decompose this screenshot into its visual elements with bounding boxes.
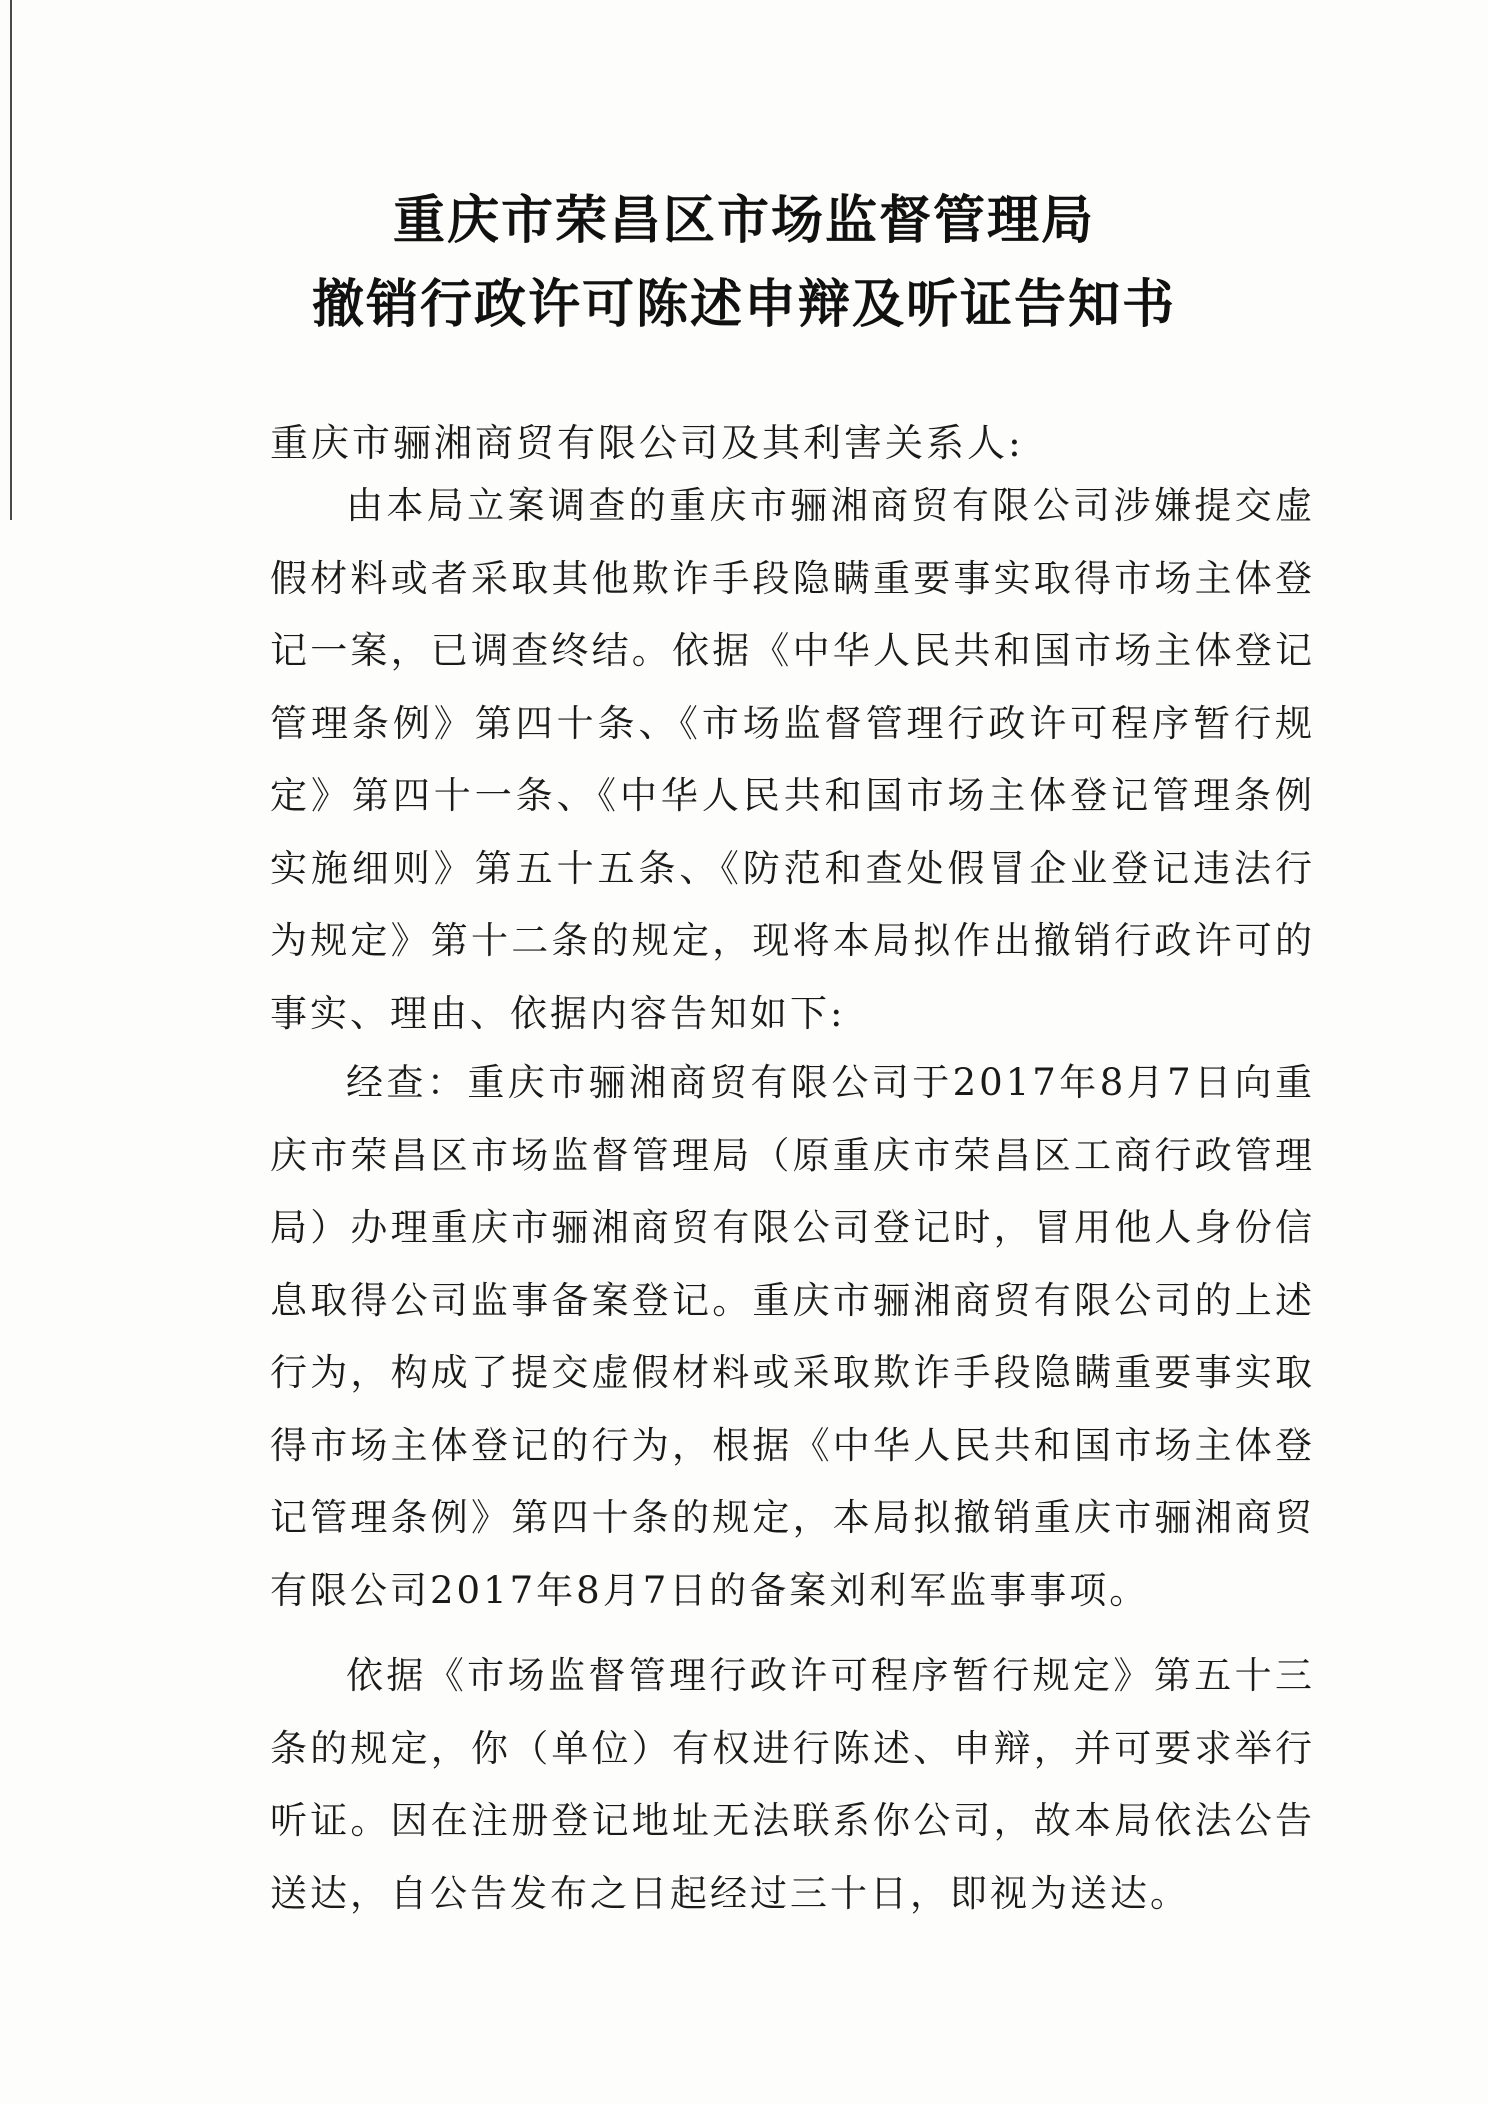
paragraph-rights-notice: 依据《市场监督管理行政许可程序暂行规定》第五十三条的规定，你（单位）有权进行陈述、申辩，并可要求举行听证。因在注册登记地址无法联系你公司，故本局依法公告送达，自公告发布之日起经过三十日，即视为送达。 xyxy=(270,1654,1315,1915)
document-title-line1: 重庆市荣昌区市场监督管理局 xyxy=(392,190,1095,251)
scan-edge-line xyxy=(10,0,12,520)
paragraph-case-summary: 由本局立案调查的重庆市骊湘商贸有限公司涉嫌提交虚假材料或者采取其他欺诈手段隐瞒重要事实取得市场主体登记一案，已调查终结。依据《中华人民共和国市场主体登记管理条例》第四十条、《市场监督管理行政许可程序暂行规定》第四十一条、《中华人民共和国市场主体登记管理条例实施细则》第五十五条、《防范和查处假冒企业登记违法行为规定》第十二条的规定，现将本局拟作出撤销行政许可的事实、理由、依据内容告知如下: xyxy=(270,484,1315,1035)
paragraph-findings: 经查：重庆市骊湘商贸有限公司于2017年8月7日向重庆市荣昌区市场监督管理局（原重庆市荣昌区工商行政管理局）办理重庆市骊湘商贸有限公司登记时，冒用他人身份信息取得公司监事备案登记。重庆市骊湘商贸有限公司的上述行为，构成了提交虚假材料或采取欺诈手段隐瞒重要事实取得市场主体登记的行为，根据《中华人民共和国市场主体登记管理条例》第四十条的规定，本局拟撤销重庆市骊湘商贸有限公司2017年8月7日的备案刘利军监事事项。 xyxy=(270,1061,1315,1612)
addressee: 重庆市骊湘商贸有限公司及其利害关系人: xyxy=(270,421,1024,465)
document-title-line2: 撤销行政许可陈述申辩及听证告知书 xyxy=(311,274,1176,335)
